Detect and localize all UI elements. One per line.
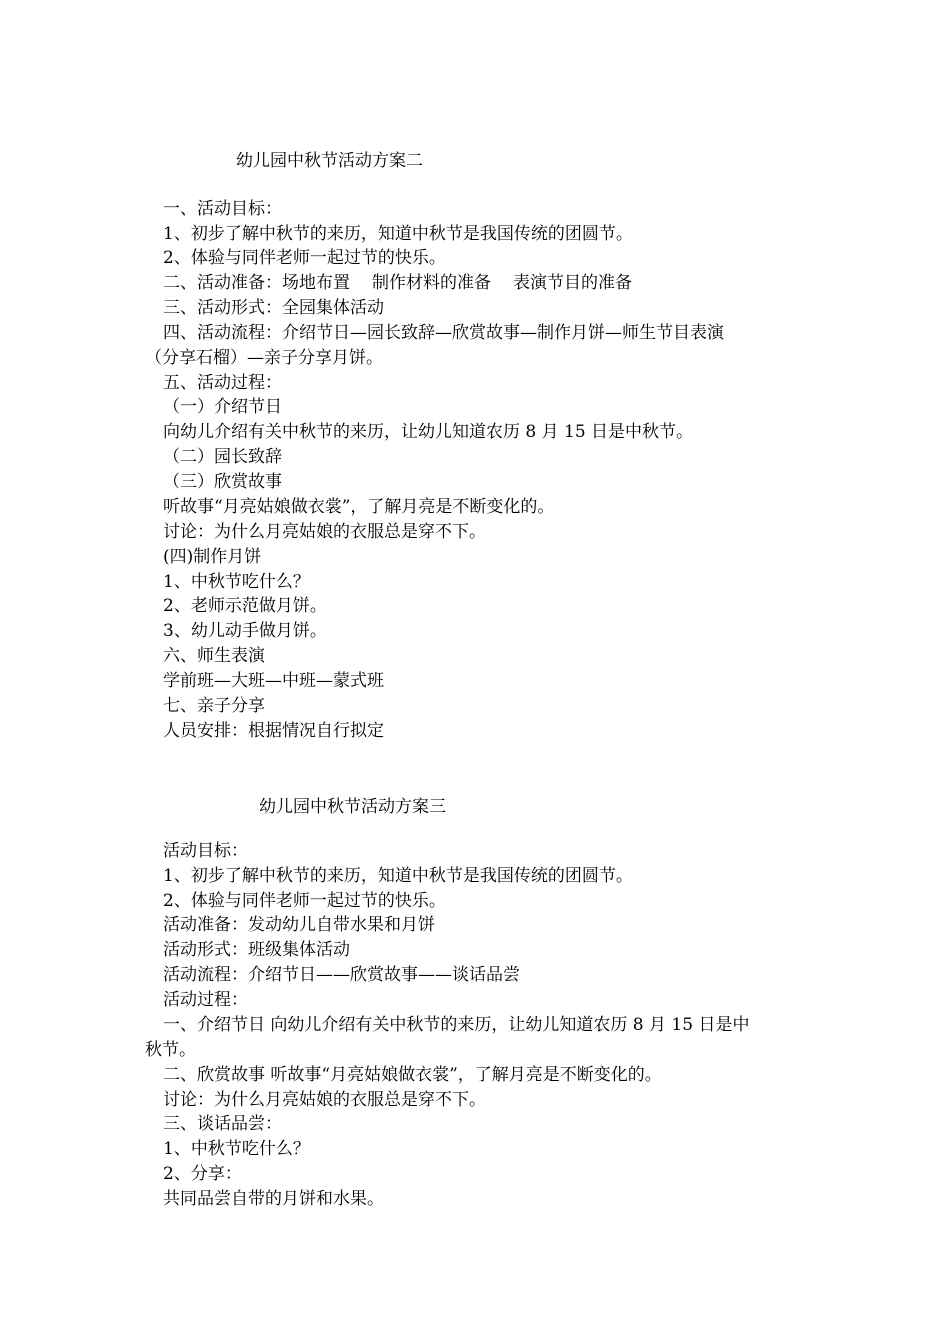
plan2-line: 3、幼儿动手做月饼。 [163,621,327,641]
plan3-title: 幼儿园中秋节活动方案三 [259,797,446,817]
plan2-line: （三）欣赏故事 [163,472,282,492]
plan3-line: 三、谈话品尝： [163,1114,282,1134]
plan3-line: 活动流程：介绍节日——欣赏故事——谈话品尝 [163,965,520,985]
plan3-line: 2、体验与同伴老师一起过节的快乐。 [163,891,446,911]
plan2-line: 向幼儿介绍有关中秋节的来历，让幼儿知道农历 8 月 15 日是中秋节。 [163,422,694,442]
plan3-line: 一、介绍节日 向幼儿介绍有关中秋节的来历，让幼儿知道农历 8 月 15 日是中 [163,1015,750,1035]
plan2-line: （一）介绍节日 [163,397,282,417]
plan2-line: （二）园长致辞 [163,447,282,467]
plan2-title: 幼儿园中秋节活动方案二 [236,151,423,171]
plan2-line: 学前班—大班—中班—蒙式班 [163,671,384,691]
plan3-line: 二、欣赏故事 听故事“月亮姑娘做衣裳”，了解月亮是不断变化的。 [163,1065,662,1085]
plan3-line: 活动过程： [163,990,248,1010]
plan2-prep-item: 二、活动准备：场地布置 [163,273,350,293]
plan2-line: 六、师生表演 [163,646,265,666]
plan2-line [163,271,632,295]
plan2-prep-item: 制作材料的准备 [372,273,491,293]
plan3-line: 活动准备：发动幼儿自带水果和月饼 [163,915,435,935]
plan3-line: 2、分享： [163,1164,242,1184]
plan2-line: 2、体验与同伴老师一起过节的快乐。 [163,248,446,268]
plan2-line: 2、老师示范做月饼。 [163,596,327,616]
plan2-line: 听故事“月亮姑娘做衣裳”，了解月亮是不断变化的。 [163,497,555,517]
plan3-line: 共同品尝自带的月饼和水果。 [163,1189,384,1209]
plan3-line: 活动目标： [163,841,248,861]
plan2-line: 人员安排：根据情况自行拟定 [163,721,384,741]
plan3-line: 讨论：为什么月亮姑娘的衣服总是穿不下。 [163,1090,486,1110]
plan2-line: 四、活动流程：介绍节日—园长致辞—欣赏故事—制作月饼—师生节目表演 [163,323,724,343]
plan2-line: 1、中秋节吃什么？ [163,572,310,592]
plan3-line: 1、中秋节吃什么？ [163,1139,310,1159]
plan3-line: 1、初步了解中秋节的来历，知道中秋节是我国传统的团圆节。 [163,866,633,886]
plan3-line: 秋节。 [145,1040,196,1060]
plan2-line: 五、活动过程： [163,373,282,393]
plan2-line: 三、活动形式：全园集体活动 [163,298,384,318]
plan3-line: 活动形式：班级集体活动 [163,940,350,960]
plan2-line: （分享石榴）—亲子分享月饼。 [145,348,383,368]
plan2-line: (四)制作月饼 [163,547,262,567]
plan2-line: 一、活动目标： [163,199,282,219]
plan2-prep-item: 表演节目的准备 [513,273,632,293]
plan2-line: 七、亲子分享 [163,696,265,716]
plan2-line: 1、初步了解中秋节的来历，知道中秋节是我国传统的团圆节。 [163,224,633,244]
plan2-line: 讨论：为什么月亮姑娘的衣服总是穿不下。 [163,522,486,542]
